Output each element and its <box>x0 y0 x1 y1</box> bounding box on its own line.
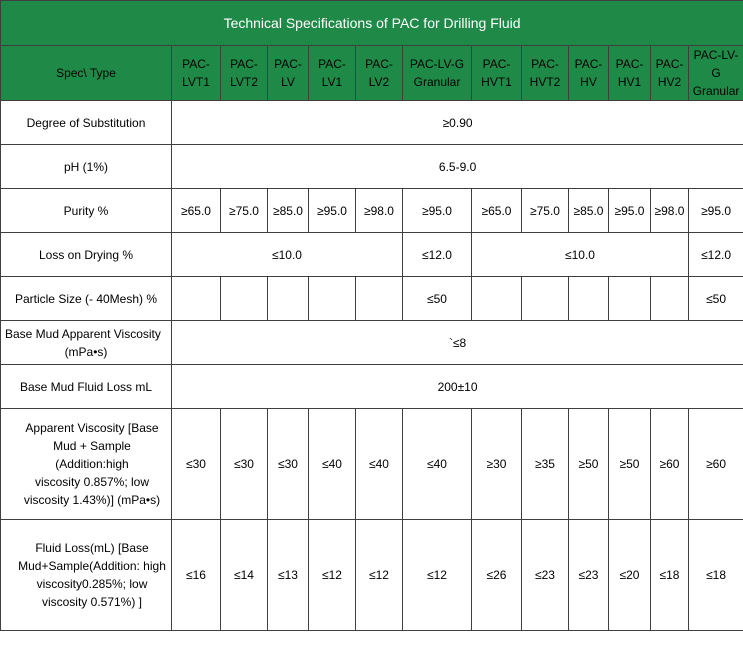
table-row <box>1 145 743 189</box>
table-cell: ≥60 <box>651 409 689 520</box>
table-cell: ≤26 <box>472 520 522 631</box>
type-header: PAC- HV1 <box>609 46 651 101</box>
table-cell: ≥85.0 <box>268 189 309 233</box>
table-cell: ≤50 <box>689 277 743 321</box>
table-cell <box>309 277 356 321</box>
title-row <box>1 1 743 46</box>
table-cell <box>569 277 609 321</box>
spec-type-header: Spec\ Type <box>1 46 172 101</box>
table-cell: ≤30 <box>172 409 221 520</box>
table-cell: ≥60 <box>689 409 743 520</box>
table-cell: ≥85.0 <box>569 189 609 233</box>
row-label: Base Mud Apparent Viscosity (mPa•s) <box>1 321 172 365</box>
table-row <box>1 233 743 277</box>
table-cell: ≤30 <box>268 409 309 520</box>
table-cell <box>651 277 689 321</box>
row-label: Loss on Drying % <box>1 233 172 277</box>
table-cell: ≥98.0 <box>651 189 689 233</box>
table-cell: ≥95.0 <box>689 189 743 233</box>
type-header: PAC- LV2 <box>356 46 403 101</box>
table-cell <box>356 277 403 321</box>
type-header: PAC-LV-G Granular <box>403 46 472 101</box>
row-label: Degree of Substitution <box>1 101 172 145</box>
type-header: PAC- HV <box>569 46 609 101</box>
table-row <box>1 321 743 365</box>
table-row <box>1 101 743 145</box>
table-cell: ≥75.0 <box>221 189 268 233</box>
table-cell: ≤13 <box>268 520 309 631</box>
table-cell <box>221 277 268 321</box>
table-cell: ≤10.0 <box>472 233 689 277</box>
table-row <box>1 365 743 409</box>
table-row <box>1 520 743 631</box>
table-cell: ≥95.0 <box>609 189 651 233</box>
table-cell: ≤50 <box>403 277 472 321</box>
table-cell: ≤23 <box>522 520 569 631</box>
degree-value: ≥0.90 <box>172 101 743 145</box>
table-cell: ≥35 <box>522 409 569 520</box>
table-cell: ≤40 <box>403 409 472 520</box>
row-label: Particle Size (- 40Mesh) % <box>1 277 172 321</box>
table-cell: ≤12 <box>403 520 472 631</box>
type-header: PAC- LV <box>268 46 309 101</box>
table-cell: ≤12.0 <box>403 233 472 277</box>
table-cell: ≥50 <box>609 409 651 520</box>
table-cell: ≤40 <box>356 409 403 520</box>
table-cell: `≤8 <box>172 321 743 365</box>
table-cell: ≥98.0 <box>356 189 403 233</box>
row-label: Purity % <box>1 189 172 233</box>
table-title: Technical Specifications of PAC for Drilling Fluid <box>1 1 743 46</box>
table-cell: ≤12 <box>356 520 403 631</box>
table-row <box>1 277 743 321</box>
table-cell: ≤18 <box>689 520 743 631</box>
type-header: PAC-LV-G Granular <box>689 46 743 101</box>
header-row <box>1 46 743 101</box>
table-cell: ≥65.0 <box>172 189 221 233</box>
table-row <box>1 189 743 233</box>
table-cell: ≥75.0 <box>522 189 569 233</box>
table-row <box>1 409 743 520</box>
table-cell: ≤12.0 <box>689 233 743 277</box>
type-header: PAC- HVT2 <box>522 46 569 101</box>
table-cell: ≥65.0 <box>472 189 522 233</box>
table-cell <box>609 277 651 321</box>
table-cell: ≤12 <box>309 520 356 631</box>
row-label: Fluid Loss(mL) [Base Mud+Sample(Addition: high viscosity0.285%; low viscosity 0.571%) ] <box>1 520 172 631</box>
table-cell: ≤30 <box>221 409 268 520</box>
table-cell <box>172 277 221 321</box>
type-header: PAC- LVT2 <box>221 46 268 101</box>
table-cell: ≤40 <box>309 409 356 520</box>
row-label: Base Mud Fluid Loss mL <box>1 365 172 409</box>
type-header: PAC- HVT1 <box>472 46 522 101</box>
table-cell: ≤10.0 <box>172 233 403 277</box>
table-cell <box>472 277 522 321</box>
table-cell: ≥95.0 <box>403 189 472 233</box>
type-header: PAC- HV2 <box>651 46 689 101</box>
row-label: Apparent Viscosity [Base Mud + Sample (Addition:high viscosity 0.857%; low viscosity 1.43%)] (mPa•s) <box>1 409 172 520</box>
ph-value: 6.5-9.0 <box>172 145 743 189</box>
type-header: PAC- LV1 <box>309 46 356 101</box>
table-cell: ≤14 <box>221 520 268 631</box>
table-cell: ≤23 <box>569 520 609 631</box>
type-header: PAC- LVT1 <box>172 46 221 101</box>
table-cell: ≤16 <box>172 520 221 631</box>
table-cell <box>268 277 309 321</box>
table-cell: ≤20 <box>609 520 651 631</box>
table-cell: ≥30 <box>472 409 522 520</box>
table-cell: ≥50 <box>569 409 609 520</box>
row-label: pH (1%) <box>1 145 172 189</box>
table-cell <box>522 277 569 321</box>
table-cell: ≤18 <box>651 520 689 631</box>
table-cell: 200±10 <box>172 365 743 409</box>
table-cell: ≥95.0 <box>309 189 356 233</box>
